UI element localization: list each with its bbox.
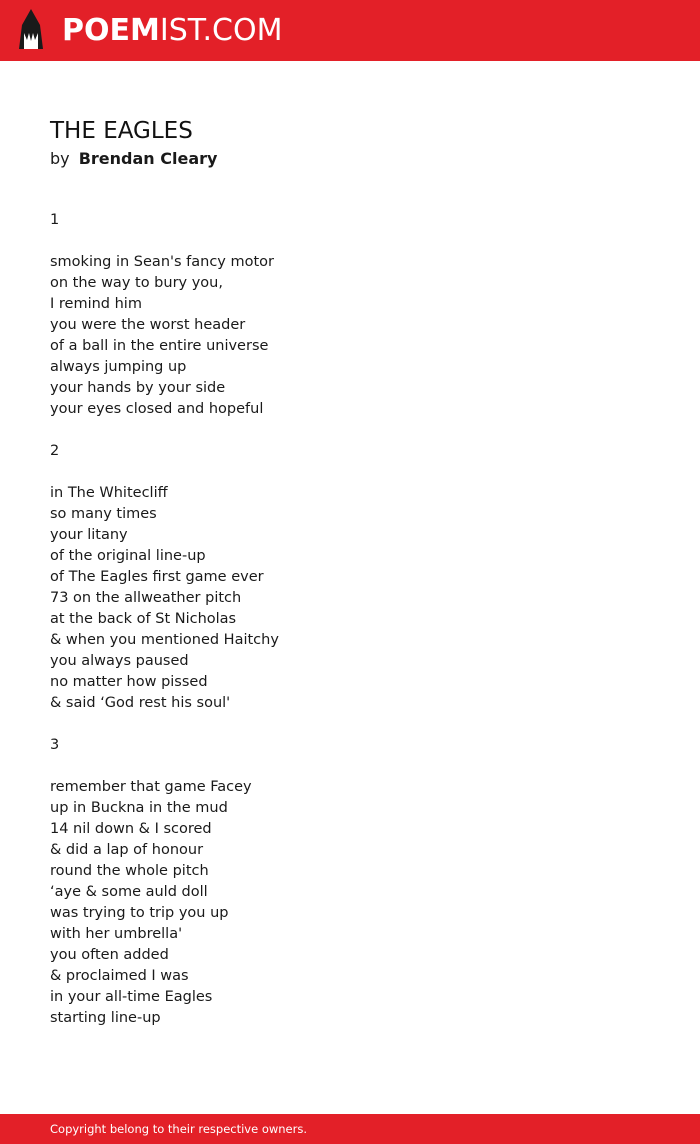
poem-content xyxy=(50,116,650,1029)
poem-line: your eyes closed and hopeful xyxy=(50,401,264,417)
stanza-number: 2 xyxy=(50,443,60,459)
poem-line: was trying to trip you up xyxy=(50,905,229,921)
poem-line: at the back of St Nicholas xyxy=(50,611,237,627)
pencil-icon[interactable] xyxy=(18,9,44,51)
poem-line: of the original line-up xyxy=(50,548,206,564)
poem-line: your hands by your side xyxy=(50,380,226,396)
poem-line: you were the worst header xyxy=(50,317,246,333)
stanza-number: 3 xyxy=(50,737,60,753)
poem-line: with her umbrella' xyxy=(50,926,183,942)
brand-rest: IST.COM xyxy=(159,13,283,48)
poem-line: in your all-time Eagles xyxy=(50,989,213,1005)
poem-line: ‘aye & some auld doll xyxy=(50,884,208,900)
poem-line: I remind him xyxy=(50,296,142,312)
poem-line: always jumping up xyxy=(50,359,187,375)
author-name: Brendan Cleary xyxy=(78,149,218,168)
poem-line: you often added xyxy=(50,947,169,963)
poem-line: on the way to bury you, xyxy=(50,275,223,291)
site-logo-text[interactable] xyxy=(62,12,282,50)
poem-line: remember that game Facey xyxy=(50,779,252,795)
stanza-number: 1 xyxy=(50,212,60,228)
stanza-gap xyxy=(50,462,650,483)
poem-line: & did a lap of honour xyxy=(50,842,204,858)
poem-line: 73 on the allweather pitch xyxy=(50,590,242,606)
poem-line: & said ‘God rest his soul' xyxy=(50,695,231,711)
byline xyxy=(50,148,650,170)
poem-line: of a ball in the entire universe xyxy=(50,338,269,354)
poem-line: of The Eagles first game ever xyxy=(50,569,264,585)
stanza-gap xyxy=(50,231,650,252)
poem-line: starting line-up xyxy=(50,1010,161,1026)
poem-line: 14 nil down & I scored xyxy=(50,821,212,837)
poem-body xyxy=(50,210,650,1029)
poem-line: in The Whitecliff xyxy=(50,485,168,501)
poem-line: no matter how pissed xyxy=(50,674,208,690)
by-label: by xyxy=(50,149,70,168)
brand-bold: POEM xyxy=(62,13,160,48)
stanza-gap xyxy=(50,756,650,777)
poem-line: & when you mentioned Haitchy xyxy=(50,632,279,648)
poem-line: so many times xyxy=(50,506,157,522)
copyright-text: Copyright belong to their respective owners. xyxy=(50,1122,308,1136)
poem-line: your litany xyxy=(50,527,128,543)
poem-line: smoking in Sean's fancy motor xyxy=(50,254,275,270)
poem-line: up in Buckna in the mud xyxy=(50,800,228,816)
poem-line: you always paused xyxy=(50,653,189,669)
poem-line: & proclaimed I was xyxy=(50,968,189,984)
stanza-gap xyxy=(50,420,650,441)
site-header xyxy=(0,0,700,61)
stanza-gap xyxy=(50,714,650,735)
poem-line: round the whole pitch xyxy=(50,863,209,879)
poem-title: THE EAGLES xyxy=(50,118,193,144)
site-footer xyxy=(0,1114,700,1144)
